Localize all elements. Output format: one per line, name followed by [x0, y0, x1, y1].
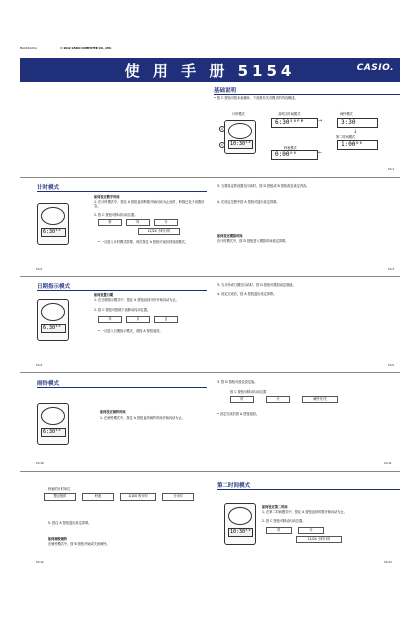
section-date — [37, 282, 207, 291]
lcd-panel-stopwatch: 0:00⁰⁰ — [271, 150, 318, 160]
page-number: Ch-3 — [388, 268, 395, 271]
mode-label-timekeeping: 计时模式 — [232, 112, 245, 116]
step-text: 1. 在第二时间模式中，按住 A 按钮直到时数开始闪动为止。 — [262, 510, 347, 514]
flow-box: 时 — [126, 219, 150, 226]
subsection-title: 如何设定数字时间 — [94, 195, 120, 199]
section-rule — [217, 489, 400, 490]
section-title: 闹铃模式 — [37, 381, 60, 387]
mode-label-second-tz: 第二时间模式 — [336, 135, 356, 139]
doc-code: MA1204-ChA — [20, 47, 37, 50]
flow-box: 时 — [230, 396, 254, 403]
section-alarm — [37, 379, 207, 388]
flow-box: 12/24 小时计时 — [138, 228, 180, 235]
body-text: 在闹铃模式中，按 B 按钮开始或关闭闹铃。 — [48, 542, 110, 546]
c-button-icon: C — [219, 142, 225, 148]
flow-box: 秒 — [98, 219, 122, 226]
body-text: 4. 在设定过程中按 A 按钮可退出设定屏幕。 — [217, 200, 280, 204]
section-title: 第二时间模式 — [217, 483, 251, 489]
page-number: Ch-13 — [384, 561, 392, 564]
divider — [20, 177, 400, 178]
watch-lcd: 6:30⁵⁰ — [41, 428, 66, 437]
lcd-panel-alarm: 3:30 — [337, 118, 378, 128]
divider — [20, 471, 400, 472]
section-title: 日期指示模式 — [37, 284, 71, 290]
flow-diagram — [98, 219, 202, 235]
page-number: Ch-4 — [36, 364, 43, 367]
subsection-title: 如何调校闹铃 — [48, 537, 68, 541]
flow-diagram — [266, 527, 386, 543]
page-number: Ch-1 — [388, 168, 395, 171]
watch-illustration — [224, 503, 256, 545]
watch-lcd: 10:30⁵⁰ — [230, 141, 252, 147]
step-text: 5. 按住 A 按钮退出设定屏幕。 — [48, 521, 92, 525]
watch-illustration — [224, 120, 256, 154]
lcd-panel-dual: 6:30⁵⁰ᴾᴹ — [271, 118, 318, 128]
casio-logo: CASIO. — [356, 63, 394, 73]
subsection-title: 如何设置日期 — [94, 293, 114, 297]
flow-diagram — [98, 316, 202, 326]
subsection-title: 如何设定第二时间 — [262, 505, 288, 509]
step-text: 1. 在闹铃模式中，按住 A 按钮直到闹铃时间开始闪动为止。 — [100, 416, 185, 420]
page-number: Ch-11 — [384, 462, 392, 465]
bullet-text: • 设定完成后按 A 按钮返回。 — [217, 412, 260, 416]
section-timekeeping — [37, 183, 207, 192]
watch-lcd: 10:30⁵⁰ — [230, 529, 252, 535]
step-text: 2. 按 C 按钮可移动闪动位置。 — [262, 519, 306, 523]
subsection-title: 如何设定闹铃时间 — [100, 410, 126, 414]
intro-text: • 按 C 按钮可按本表循环，下面是有关各模式的内容概述。 — [214, 95, 298, 100]
watch-lcd: 6:30⁵⁰ — [41, 228, 66, 237]
step-text: 2. 按 C 按钮可按照下表移动闪动位置。 — [94, 308, 151, 312]
page-title: 使 用 手 册 5154 — [124, 61, 296, 80]
flow-box: 闹铃开/关 — [302, 396, 338, 403]
watch-lcd: 6.30⁵⁰ — [41, 324, 66, 333]
mode-label-dual: 双时区时间模式 — [278, 112, 301, 116]
body-text: 4. 设定完成后，按 A 按钮退出设定屏幕。 — [217, 292, 277, 296]
subsection-title: 如何设定模拟时间 — [217, 234, 243, 238]
section-rule — [37, 290, 207, 291]
section-title: 计时模式 — [37, 185, 60, 191]
section-title: 基础说明 — [214, 88, 237, 94]
flow-diagram — [230, 396, 350, 408]
flow-box: 秒表 — [82, 493, 114, 501]
flow-box: 年 — [98, 316, 122, 323]
lcd-panel-second: 1:00⁰⁰ — [337, 140, 378, 150]
flow-arrow: → — [318, 118, 323, 124]
title-band — [20, 58, 400, 82]
divider — [20, 276, 400, 277]
page-number: Ch-2 — [36, 268, 43, 271]
flow-box: 12/24 小时计时 — [296, 536, 342, 543]
body-text: 在计时模式中，按 D 按钮进入模拟时间设定屏幕。 — [217, 239, 289, 243]
body-text: 3. 按 D 按钮可改变设定值。 — [217, 380, 258, 384]
flow-box: 整点报时 — [44, 493, 76, 501]
flow-box: 分 — [298, 527, 324, 534]
flow-arrow: ← — [318, 150, 323, 156]
copyright: © 2012 CASIO COMPUTER CO., LTD. — [60, 47, 112, 50]
watch-illustration — [37, 299, 69, 341]
body-text: 3. 当月份或日期在闪动时，按 D 按钮可增加设定数值。 — [217, 283, 296, 287]
section-second-time — [217, 481, 400, 490]
bullet-text: • 一旦进入计时模式屏幕，再次按住 A 按钮可返回到其他模式。 — [98, 240, 188, 244]
page-number: Ch-10 — [36, 462, 44, 465]
section-rule — [214, 94, 400, 95]
step-text: 1. 在计时模式中，按住 A 按钮直到秒数开始闪动为止此时，秒数已处于设置状态。 — [94, 200, 205, 209]
step-text: 2. 按 C 按钮可移动闪动位置。 — [94, 213, 138, 217]
flow-title: 按 C 按钮可移动闪动位置 — [230, 390, 267, 394]
flow-box: 分 — [266, 396, 290, 403]
section-rule — [37, 387, 207, 388]
flow-box: 分计时 — [162, 493, 194, 501]
body-text: 3. 当要设定的设置在闪动时，按 D 按钮或 B 按钮改变设定内容。 — [217, 184, 310, 188]
mode-label-alarm: 闹铃模式 — [340, 112, 353, 116]
page-number: Ch-12 — [36, 561, 44, 564]
flow-arrow: ↓ — [353, 129, 358, 135]
flow-box: 日 — [154, 316, 178, 323]
bullet-text: • 一旦进入日期指示模式，请按 A 按钮返回。 — [98, 329, 163, 333]
section-rule — [37, 191, 207, 192]
step-text: 1. 在日期指示模式中，按住 A 按钮直到月份开始闪动为止。 — [94, 298, 179, 302]
divider — [20, 372, 400, 373]
flow-box: 时 — [266, 527, 292, 534]
flow-box: 1/100 秒计时 — [120, 493, 156, 501]
a-button-icon: A — [219, 126, 225, 132]
flow-box: 分 — [154, 219, 178, 226]
mode-label-stopwatch: 秒表模式 — [284, 146, 297, 150]
watch-illustration — [37, 403, 69, 445]
flow-box: 月 — [126, 316, 150, 323]
flow-title: 秒表的计时单位 — [48, 487, 71, 491]
flow-diagram — [44, 493, 204, 505]
watch-illustration — [37, 203, 69, 245]
page-number: Ch-5 — [388, 364, 395, 367]
